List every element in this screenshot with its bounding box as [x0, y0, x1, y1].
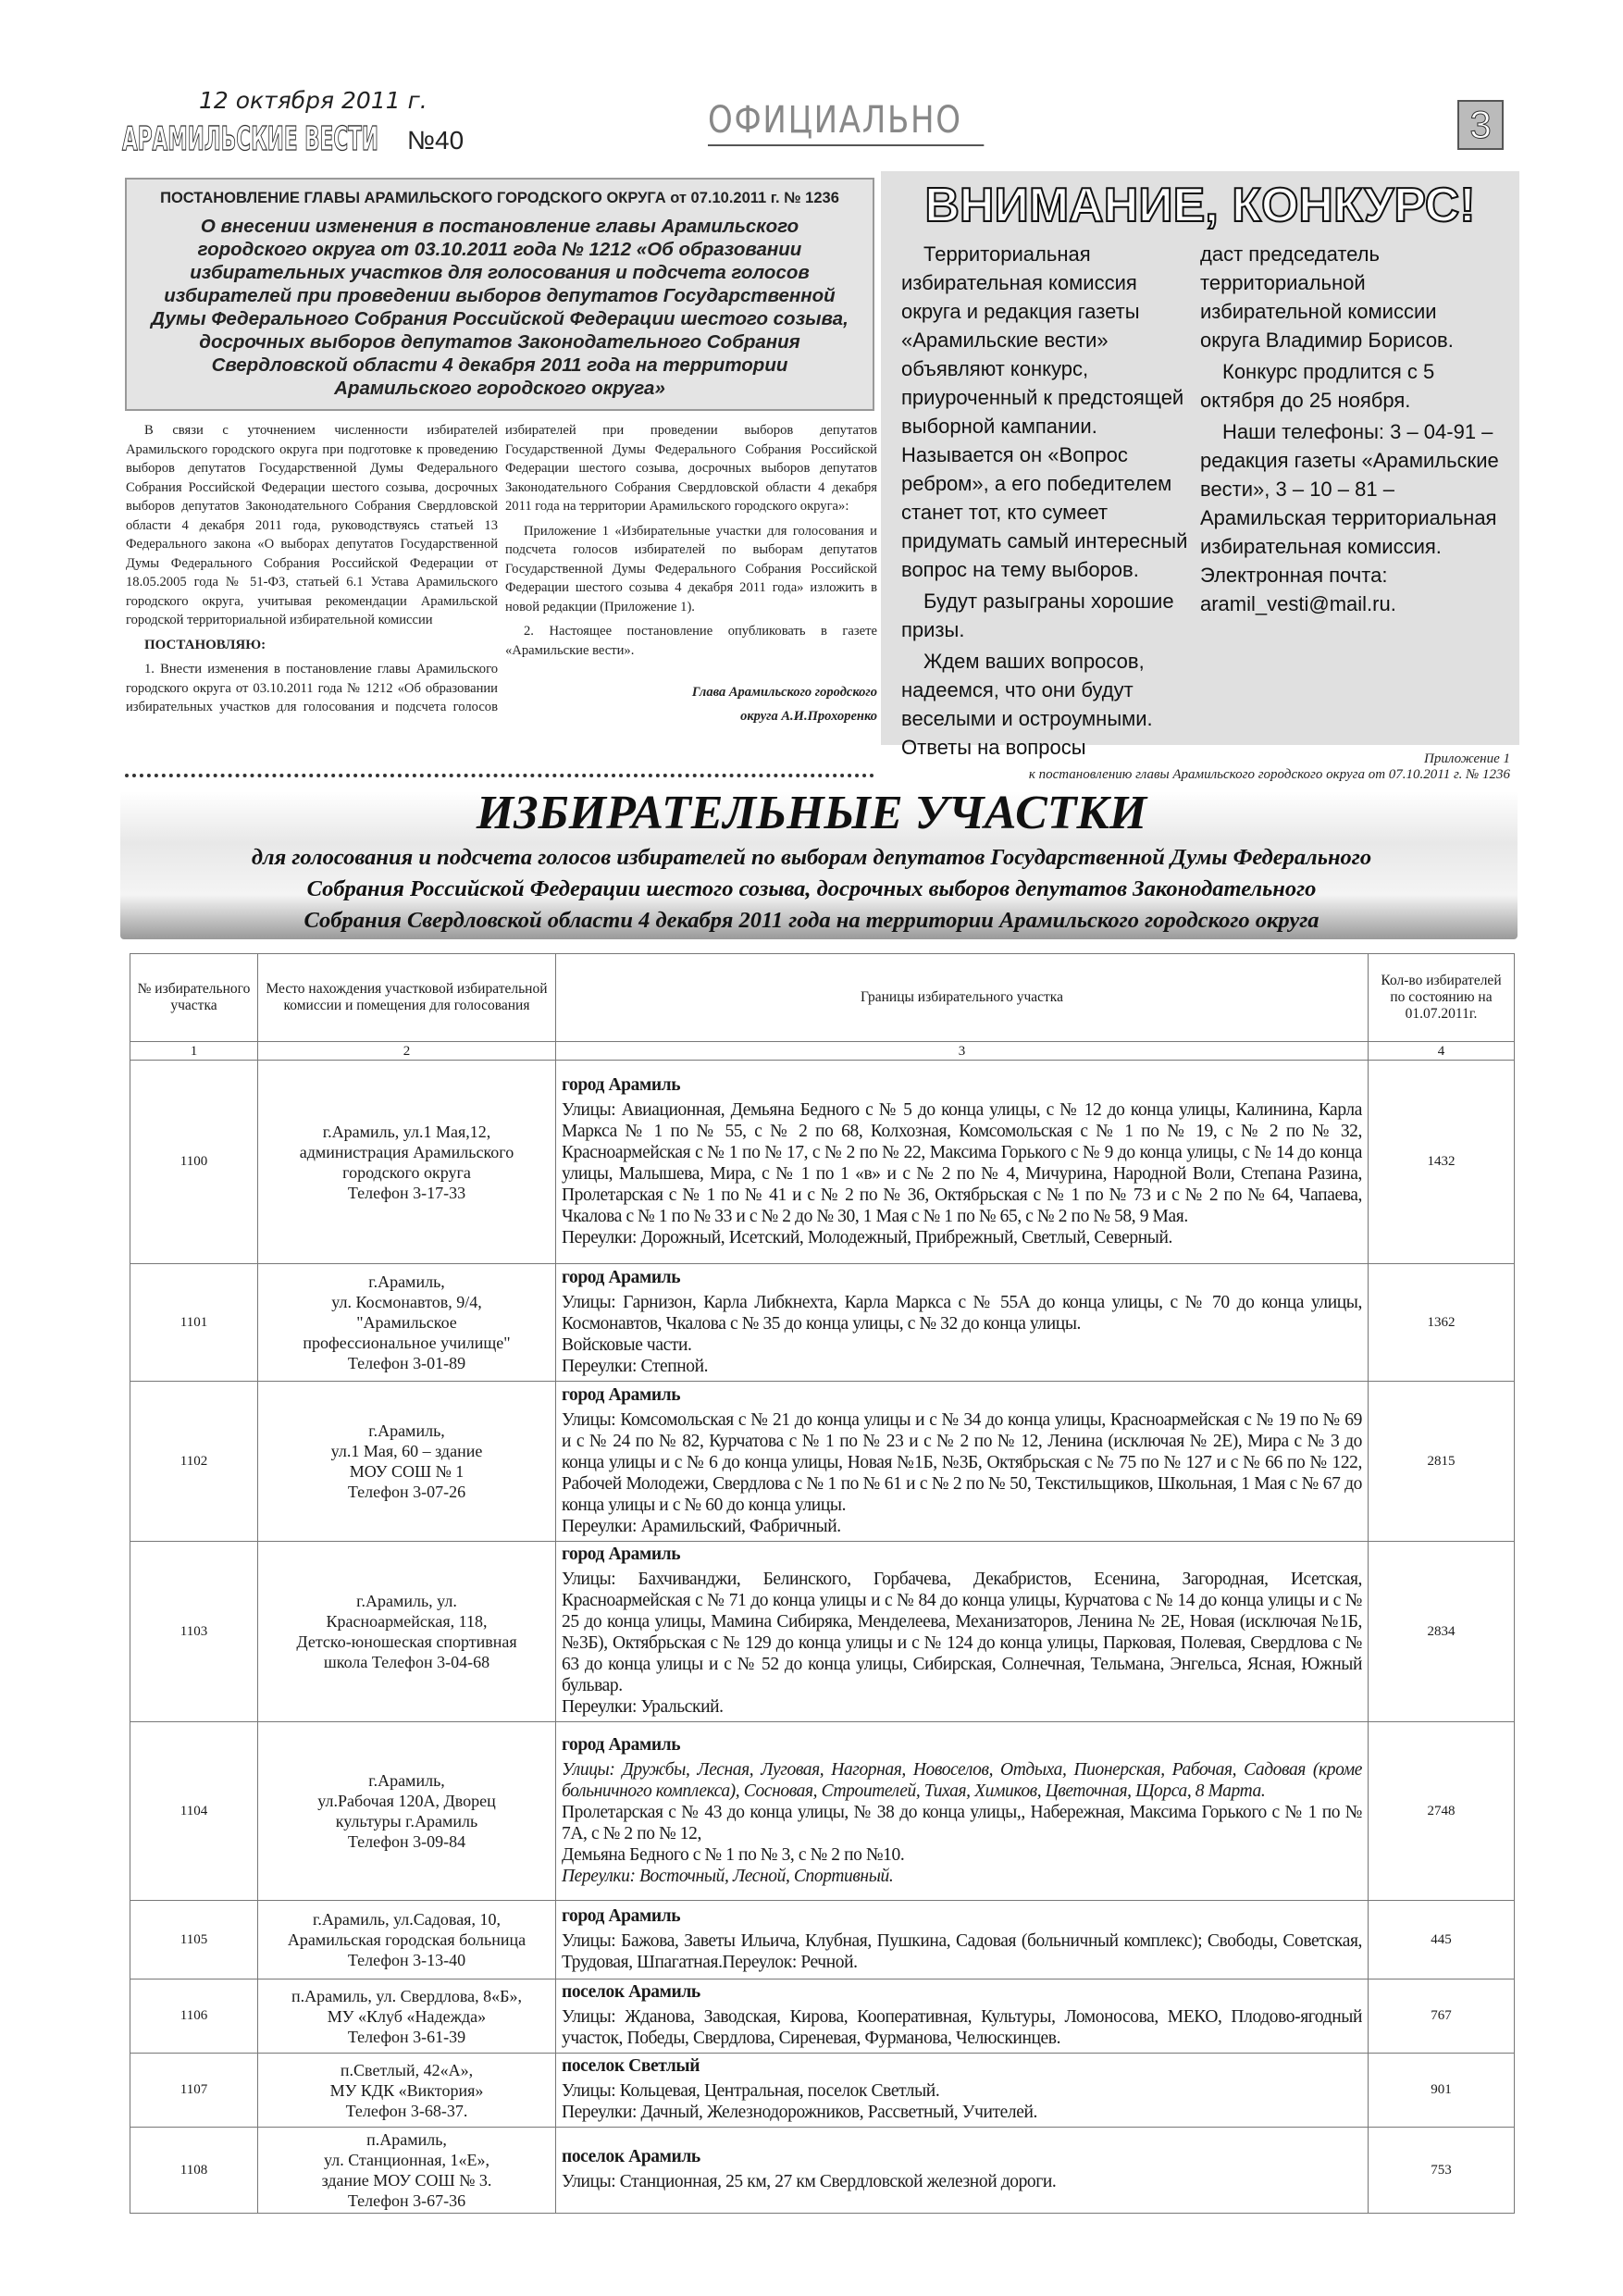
subtitle-line: для голосования и подсчета голосов избирателей по выборам депутатов Государственной Думы Федерального: [251, 845, 1372, 870]
contest-paragraph: Территориальная избирательная комиссия округа и редакция газеты «Арамильские вести» объявляют конкурс, приуроченный к предстоящей выборной кампании. Называется он «Вопрос ребром», а его победителем станет тот, кто сумеет придумать самый интересный вопрос на тему выборов.: [901, 242, 1188, 581]
settlement-name: город Арамиль: [562, 1384, 681, 1405]
station-location: г.Арамиль, ул.Садовая, 10, Арамильская городская больница Телефон 3-13-40: [258, 1901, 556, 1980]
subtitle-line: Собрания Российской Федерации шестого созыва, досрочных выборов депутатов Законодательного: [306, 876, 1317, 901]
station-location: г.Арамиль, ул.1 Мая, 60 – здание МОУ СОШ № 1 Телефон 3-07-26: [258, 1382, 556, 1542]
station-boundaries: [556, 1264, 1369, 1382]
decree-item-2: 2. Настоящее постановление опубликовать в газете «Арамильские вести».: [505, 624, 877, 658]
issue-date: 12 октября 2011 г.: [199, 87, 427, 114]
station-boundaries: [556, 1980, 1369, 2054]
header-boundaries: Границы избирательного участка: [556, 954, 1369, 1042]
table-body: [130, 1061, 1515, 2214]
decree-header-box: [125, 178, 874, 411]
boundary-text: Улицы: Бахчиванджи, Белинского, Горбачева, Декабристов, Есенина, Загородная, Исетская, Красноармейская с № 71 до конца улицы и с № 84 до конца улицы, Курчатова с № 14 до конца улицы и с № 25 до конца улицы, Мамина Сибиряка, Менделеева, Механизаторов, Ленина № 2Е, Новая (исключая №1Б, №3Б), Октябрьская с № 129 до конца улицы и с № 124 до конца улицы, Парковая, Полевая, Свердлова с № 63 до конца улицы и с № 52 до конца улицы, Сибирская, Солнечная, Тельмана, Энгельса, Ясная, Южный бульвар.: [562, 1570, 1362, 1695]
voter-count: 2748: [1369, 1722, 1515, 1901]
settlement-name: город Арамиль: [562, 1545, 681, 1564]
header-station-number: № избирательного участка: [130, 954, 258, 1042]
column-number: 2: [258, 1042, 556, 1061]
station-number: 1102: [130, 1382, 258, 1542]
boundary-text: Войсковые части.: [562, 1334, 692, 1355]
appendix-reference: к постановлению главы Арамильского городского округа от 07.10.2011 г. № 1236: [1028, 767, 1510, 782]
subtitle-line: Собрания Свердловской области 4 декабря 2011 года на территории Арамильского городского округа: [304, 908, 1319, 933]
boundary-text: Улицы: Авиационная, Демьяна Бедного с № 5 до конца улицы, с № 12 до конца улицы, Калинина, Карла Маркса № 1 по № 55, с № 2 по 68, Колхозная, Комсомольская с № 1 по № 19, с № 2 по № 32, Красноармейская с № 1 по № 17, с № 2 по № 22, Максима Горького с № 9 до конца улицы, с № 14 до конца улицы, Малышева, Мира, с № 1 по 1 «в» и с № 2 по № 4, Мичурина, Народной Воли, Степана Разина, Пролетарская с № 1 по № 41 и с № 2 по № 36, Октябрьская с № 1 по № 73 и с № 2 по № 64, Чапаева, Чкалова с № 1 по № 33 и с № 2 до № 30, 1 Мая с № 1 по № 65, с № 2 по № 58, 9 Мая.: [562, 1099, 1362, 1226]
station-number: 1101: [130, 1264, 258, 1382]
voter-count: 767: [1369, 1980, 1515, 2054]
signature-line-2: округа А.И.Прохоренко: [740, 709, 877, 724]
column-number: 4: [1369, 1042, 1515, 1061]
station-location: п.Арамиль, ул. Свердлова, 8«Б», МУ «Клуб «Надежда» Телефон 3-61-39: [258, 1980, 556, 2054]
boundary-text: Переулки: Дачный, Железнодорожников, Рассветный, Учителей.: [562, 2103, 1038, 2122]
boundary-text: Улицы: Дружбы, Лесная, Луговая, Нагорная, Новоселов, Отдыха, Пионерская, Рабочая, Садовая (кроме больничного комплекса), Сосновая, Строителей, Тихая, Химиков, Цветочная, Щорса, 8 Марта.: [562, 1759, 1362, 1801]
contest-column-2: [1200, 240, 1501, 621]
table-row: [130, 1980, 1515, 2054]
voter-count: 2834: [1369, 1542, 1515, 1722]
appendix-note: [925, 751, 1510, 783]
decree-annex: Приложение 1 «Избирательные участки для голосования и подсчета голосов избирателей по выборам депутатов Государственной Думы Федерального Собрания Российской Федерации шестого созыва 4 декабря 2011 года» изложить в новой редакции (Приложение 1).: [505, 523, 877, 614]
header-voter-count: Кол-во избирателей по состоянию на 01.07.2011г.: [1369, 954, 1515, 1042]
boundary-text: Пролетарская с № 43 до конца улицы, № 38 до конца улицы,, Набережная, Максима Горького с № 1 по № 7А, с № 2 по № 12,: [562, 1802, 1362, 1843]
decree-header: ПОСТАНОВЛЕНИЕ ГЛАВЫ АРАМИЛЬСКОГО ГОРОДСКОГО ОКРУГА от 07.10.2011 г. № 1236: [160, 190, 839, 206]
boundary-text: Переулки: Уральский.: [562, 1697, 724, 1717]
header-location: Место нахождения участковой избирательной комиссии и помещения для голосования: [258, 954, 556, 1042]
table-row: [130, 1061, 1515, 1264]
station-location: г.Арамиль, ул.Рабочая 120А, Дворец культуры г.Арамиль Телефон 3-09-84: [258, 1722, 556, 1901]
decree-text-columns: [126, 421, 877, 728]
station-location: п.Арамиль, ул. Станционная, 1«Е», здание МОУ СОШ № 3. Телефон 3-67-36: [258, 2128, 556, 2214]
table-row: [130, 2128, 1515, 2214]
dotted-divider: [125, 774, 874, 777]
settlement-name: город Арамиль: [562, 1267, 681, 1287]
section-subtitle: [0, 842, 1623, 937]
page-number: 3: [1457, 100, 1504, 150]
boundary-text: Переулки: Восточный, Лесной, Спортивный.: [562, 1866, 894, 1886]
contest-column-1: [901, 240, 1188, 764]
station-location: г.Арамиль, ул.1 Мая,12, администрация Арамильского городского округа Телефон 3-17-33: [258, 1061, 556, 1264]
settlement-name: город Арамиль: [562, 1734, 681, 1755]
section-title: ИЗБИРАТЕЛЬНЫЕ УЧАСТКИ: [476, 787, 1147, 839]
voter-count: 2815: [1369, 1382, 1515, 1542]
signature-line-1: Глава Арамильского городского: [691, 685, 877, 700]
station-number: 1108: [130, 2128, 258, 2214]
boundary-text: Демьяна Бедного с № 1 по № 3, с № 2 по №10.: [562, 1844, 905, 1865]
rubric-title: ОФИЦИАЛЬНО: [708, 98, 985, 146]
column-number: 1: [130, 1042, 258, 1061]
table-row: [130, 1901, 1515, 1980]
boundary-text: Улицы: Комсомольская с № 21 до конца улицы и с № 34 до конца улицы, Красноармейская с № 19 по № 69 и с № 24 по № 82, Курчатова с № 1 по № 23 и с № 2 по № 12, Ленина (исключая № 2Е), Мира с № 3 до конца улицы и с № 6 до конца улицы, Новая №1Б, №3Б, Октябрьская с № 75 по № 127 и с № 66 по № 122, Рабочей Молодежи, Свердлова с № 1 по № 61 и с № 2 по № 50, Текстильщиков, Школьная, 1 Мая с № 67 до конца улицы и с № 60 до конца улицы.: [562, 1409, 1362, 1515]
settlement-name: город Арамиль: [562, 1905, 681, 1926]
table-row: [130, 1264, 1515, 1382]
contest-paragraph: даст председатель территориальной избирательной комиссии округа Владимир Борисов.: [1200, 242, 1454, 352]
station-boundaries: [556, 1061, 1369, 1264]
boundary-text: Улицы: Кольцевая, Центральная, поселок Светлый.: [562, 2081, 940, 2101]
boundary-text: Улицы: Жданова, Заводская, Кирова, Кооперативная, Культуры, Ломоносова, МЕКО, Плодово-ягодный участок, Победы, Свердлова, Сиреневая, Фурманова, Челюскинцев.: [562, 2007, 1362, 2048]
settlement-name: город Арамиль: [562, 1074, 681, 1095]
polling-stations-table: [130, 953, 1515, 2214]
station-number: 1106: [130, 1980, 258, 2054]
boundary-text: Улицы: Бажова, Заветы Ильича, Клубная, Пушкина, Садовая (больничный комплекс); Свободы, Советская, Трудовая, Шпагатная.Переулок: Речной.: [562, 1930, 1362, 1972]
station-number: 1100: [130, 1061, 258, 1264]
station-boundaries: [556, 1542, 1369, 1722]
appendix-label: Приложение 1: [1424, 751, 1510, 766]
contest-paragraph: Конкурс продлится с 5 октября до 25 ноября.: [1200, 360, 1435, 412]
station-boundaries: [556, 1901, 1369, 1980]
issue-number: №40: [407, 126, 465, 155]
boundary-text: Улицы: Станционная, 25 км, 27 км Свердловской железной дороги.: [562, 2172, 1057, 2191]
station-boundaries: [556, 2054, 1369, 2128]
column-number: 3: [556, 1042, 1369, 1061]
station-number: 1103: [130, 1542, 258, 1722]
contest-paragraph: Будут разыграны хорошие призы.: [901, 590, 1174, 641]
newspaper-logo: АРАМИЛЬСКИЕ ВЕСТИ: [122, 120, 378, 158]
boundary-text: Улицы: Гарнизон, Карла Либкнехта, Карла Маркса с № 55А до конца улицы, с № 70 до конца улицы, Космонавтов, Чкалова с № 35 до конца улицы, с № 32 до конца улицы.: [562, 1292, 1362, 1334]
contest-paragraph: Ждем ваших вопросов, надеемся, что они будут веселыми и остроумными. Ответы на вопросы: [901, 650, 1153, 759]
decree-item-1: 1. Внести изменения в постановление главы Арамильского городского округа от 03.10.2011 года № 1212 «Об образовании избирательных участков для голосования и подсчета голосов избирателей при проведении выборов депутатов Государственной Думы Федерального Собрания Российской Федерации шестого созыва, досрочных выборов депутатов Законодательного Собрания Свердловской области 4 декабря 2011 года на территории Арамильского городского округа»:: [126, 423, 877, 714]
table-row: [130, 1542, 1515, 1722]
station-number: 1107: [130, 2054, 258, 2128]
voter-count: 753: [1369, 2128, 1515, 2214]
decree-resolve: ПОСТАНОВЛЯЮ:: [144, 637, 266, 652]
decree-title: О внесении изменения в постановление главы Арамильского городского округа от 03.10.2011 года № 1212 «Об образовании избирательных участков для голосования и подсчета голосов избирателей при проведении выборов депутатов Государственной Думы Федерального Собрания Российской Федерации шестого созыва, досрочных выборов депутатов Законодательного Собрания Свердловской области 4 декабря 2011 года на территории Арамильского городского округа»: [151, 216, 849, 399]
station-boundaries: [556, 2128, 1369, 2214]
contest-paragraph: Наши телефоны: 3 – 04-91 – редакция газеты «Арамильские вести», 3 – 10 – 81 – Арамильская территориальная избирательная комиссия. Электронная почта: aramil_vesti@mail.ru.: [1200, 420, 1499, 615]
table-row: [130, 2054, 1515, 2128]
settlement-name: поселок Арамиль: [562, 2147, 700, 2166]
station-location: г.Арамиль, ул. Космонавтов, 9/4, "Арамильское профессиональное училище" Телефон 3-01-89: [258, 1264, 556, 1382]
station-number: 1105: [130, 1901, 258, 1980]
settlement-name: поселок Арамиль: [562, 1982, 700, 2002]
contest-title: ВНИМАНИЕ, КОНКУРС!: [924, 179, 1476, 232]
station-boundaries: [556, 1722, 1369, 1901]
station-location: г.Арамиль, ул. Красноармейская, 118, Детско-юношеская спортивная школа Телефон 3-04-68: [258, 1542, 556, 1722]
boundary-text: Переулки: Арамильский, Фабричный.: [562, 1516, 841, 1536]
boundary-text: Переулки: Степной.: [562, 1356, 709, 1376]
voter-count: 445: [1369, 1901, 1515, 1980]
table-row: [130, 1722, 1515, 1901]
settlement-name: поселок Светлый: [562, 2056, 700, 2076]
station-location: п.Светлый, 42«А», МУ КДК «Виктория» Телефон 3-68-37.: [258, 2054, 556, 2128]
boundary-text: Переулки: Дорожный, Исетский, Молодежный, Прибрежный, Светлый, Северный.: [562, 1227, 1172, 1247]
table-row: [130, 1382, 1515, 1542]
decree-intro: В связи с уточнением численности избирателей Арамильского городского округа при подготовке к проведению выборов депутатов Государственной Думы Федерального Собрания Российской Федерации шестого созыва, досрочных выборов депутатов Законодательного Собрания Свердловской области 4 декабря 2011 года, руководствуясь статьей 13 Федерального закона «О выборах депутатов Государственной Думы Федерального Собрания Российской Федерации от 18.05.2005 года № 51-ФЗ, статьей 6.1 Устава Арамильского городского округа, учитывая рекомендации Арамильской городской территориальной избирательной комиссии: [126, 423, 498, 627]
voter-count: 1362: [1369, 1264, 1515, 1382]
station-boundaries: [556, 1382, 1369, 1542]
voter-count: 901: [1369, 2054, 1515, 2128]
station-number: 1104: [130, 1722, 258, 1901]
voter-count: 1432: [1369, 1061, 1515, 1264]
